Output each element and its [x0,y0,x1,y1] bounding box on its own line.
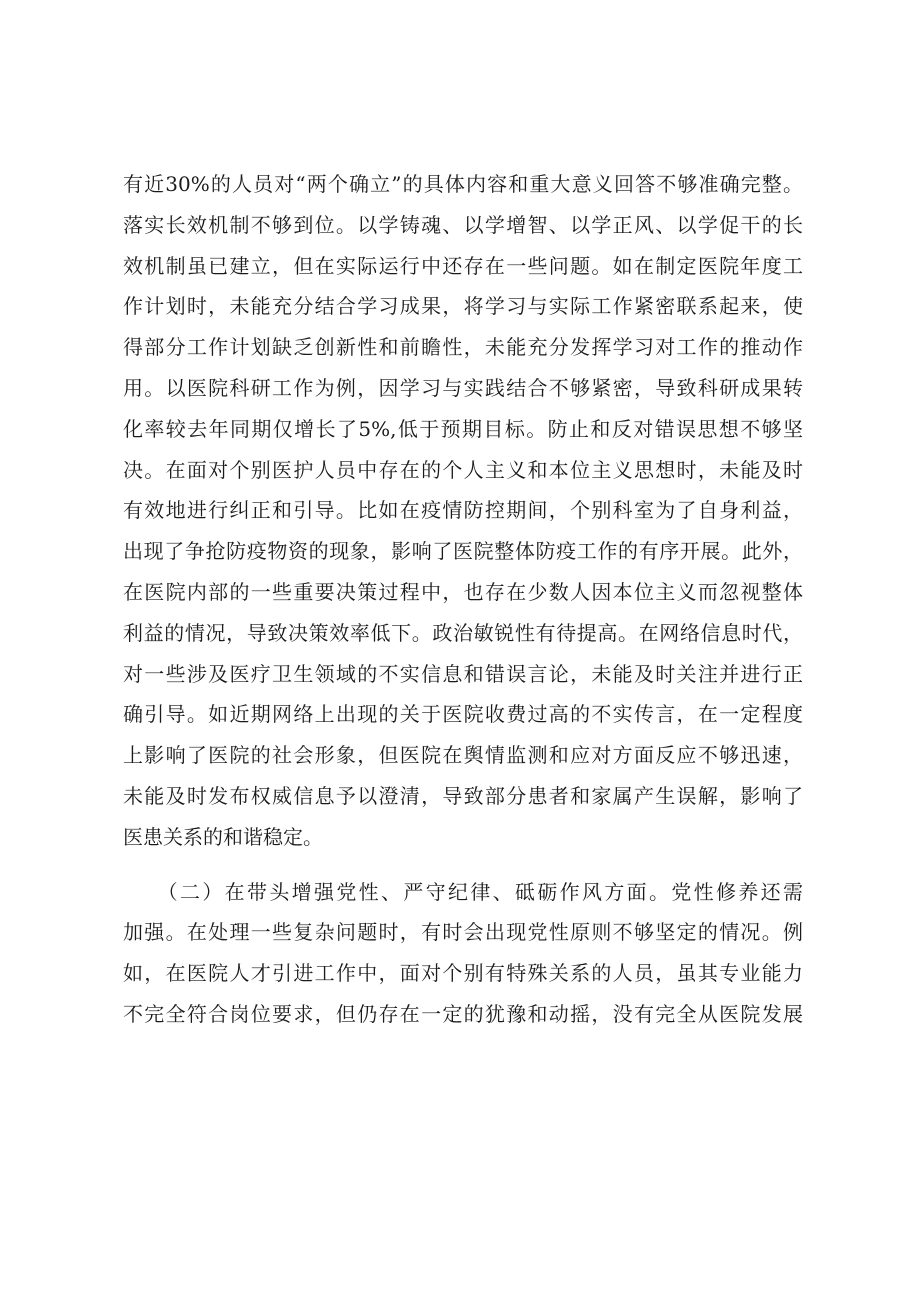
text-line: 加强。在处理一些复杂问题时，有时会出现党性原则不够坚定的情况。例 [123,920,803,945]
text-line: 上影响了医院的社会形象，但医院在舆情监测和应对方面反应不够迅速， [123,743,803,768]
text-line: 化率较去年同期仅增长了5%,低于预期目标。防止和反对错误思想不够坚 [123,416,803,441]
paragraph-2 [123,872,803,1035]
text-line: 确引导。如近期网络上出现的关于医院收费过高的不实传言，在一定程度 [123,702,803,727]
text-line: 有近30%的人员对“两个确立”的具体内容和重大意义回答不够准确完整。 [123,172,803,196]
text-line: 对一些涉及医疗卫生领域的不实信息和错误言论，未能及时关注并进行正 [123,661,803,686]
text-line: 作计划时，未能充分结合学习成果，将学习与实际工作紧密联系起来，使 [123,294,803,319]
document-body [123,164,803,1035]
paragraph-1 [123,164,803,858]
text-line: 未能及时发布权威信息予以澄清，导致部分患者和家属产生误解，影响了 [123,783,803,808]
text-line: 得部分工作计划缺乏创新性和前瞻性，未能充分发挥学习对工作的推动作 [123,335,803,360]
text-line: 在医院内部的一些重要决策过程中，也存在少数人因本位主义而忽视整体 [123,579,803,604]
text-line: 效机制虽已建立，但在实际运行中还存在一些问题。如在制定医院年度工 [123,253,803,278]
text-line: 医患关系的和谐稳定。 [123,824,323,849]
text-line: 利益的情况，导致决策效率低下。政治敏锐性有待提高。在网络信息时代， [123,620,803,645]
text-line: 出现了争抢防疫物资的现象，影响了医院整体防疫工作的有序开展。此外， [123,539,803,564]
text-line: 有效地进行纠正和引导。比如在疫情防控期间，个别科室为了自身利益， [123,498,803,523]
text-line: 落实长效机制不够到位。以学铸魂、以学增智、以学正风、以学促干的长 [123,212,803,237]
paragraph-spacer [123,858,803,872]
text-line: （二）在带头增强党性、严守纪律、砥砺作风方面。党性修养还需 [123,879,803,904]
text-line: 如，在医院人才引进工作中，面对个别有特殊关系的人员，虽其专业能力 [123,961,803,986]
text-line: 决。在面对个别医护人员中存在的个人主义和本位主义思想时，未能及时 [123,457,803,482]
text-line: 不完全符合岗位要求，但仍存在一定的犹豫和动摇，没有完全从医院发展 [123,1001,803,1026]
text-line: 用。以医院科研工作为例，因学习与实践结合不够紧密，导致科研成果转 [123,375,803,400]
